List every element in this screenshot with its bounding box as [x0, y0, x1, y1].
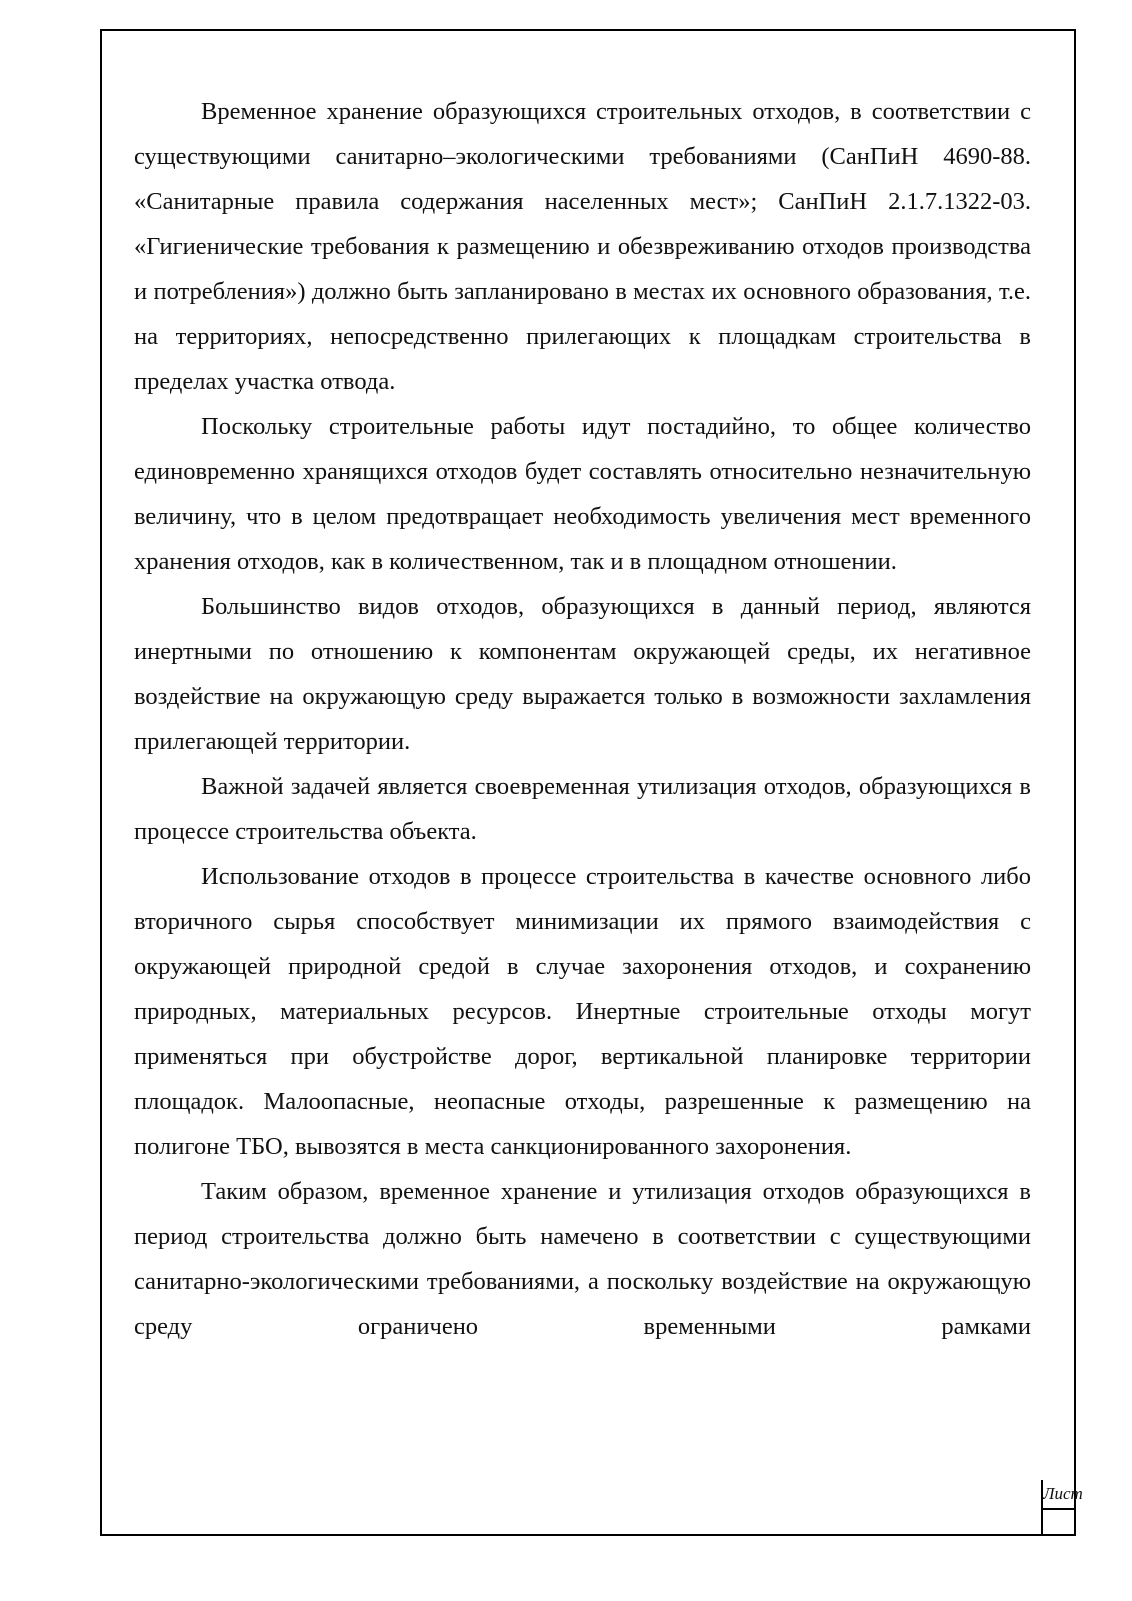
paragraph-temporary-storage: Временное хранение образующихся строительных отходов, в соответствии с существующими санитарно–экологическими требованиями (СанПиН 4690-88. «Санитарные правила содержания населенных мест»; СанПиН 2.1.7.1322-03. «Гигиенические требования к размещению и обезвреживанию отходов производства и потребления») должно быть запланировано в местах их основного образования, т.е. на территориях, непосредственно прилегающих к площадкам строительства в пределах участка отвода. [134, 98, 1031, 395]
sheet-number [1043, 1510, 1076, 1536]
sheet-label: Лист [1043, 1480, 1076, 1510]
sheet-number-box [1041, 1480, 1083, 1536]
paragraph-conclusion: Таким образом, временное хранение и утилизация отходов образующихся в период строительства должно быть намечено в соответствии с существующими санитарно-экологическими требованиями, а поскольку воздействие на окружающую среду ограничено временными рамками [134, 1178, 1031, 1340]
paragraph-inert-waste: Большинство видов отходов, образующихся в данный период, являются инертными по отношению к компонентам окружающей среды, их негативное воздействие на окружающую среду выражается только в возможности захламления прилегающей территории. [134, 593, 1031, 755]
document-body [134, 89, 1031, 1485]
paragraph-waste-reuse: Использование отходов в процессе строительства в качестве основного либо вторичного сырья способствует минимизации их прямого взаимодействия с окружающей природной средой в случае захоронения отходов, и сохранению природных, материальных ресурсов. Инертные строительные отходы могут применяться при обустройстве дорог, вертикальной планировке территории площадок. Малоопасные, неопасные отходы, разрешенные к размещению на полигоне ТБО, вывозятся в места санкционированного захоронения. [134, 863, 1031, 1160]
paragraph-staged-works: Поскольку строительные работы идут постадийно, то общее количество единовременно хранящихся отходов будет составлять относительно незначительную величину, что в целом предотвращает необходимость увеличения мест временного хранения отходов, как в количественном, так и в площадном отношении. [134, 413, 1031, 575]
paragraph-disposal-task: Важной задачей является своевременная утилизация отходов, образующихся в процессе строительства объекта. [134, 773, 1031, 845]
